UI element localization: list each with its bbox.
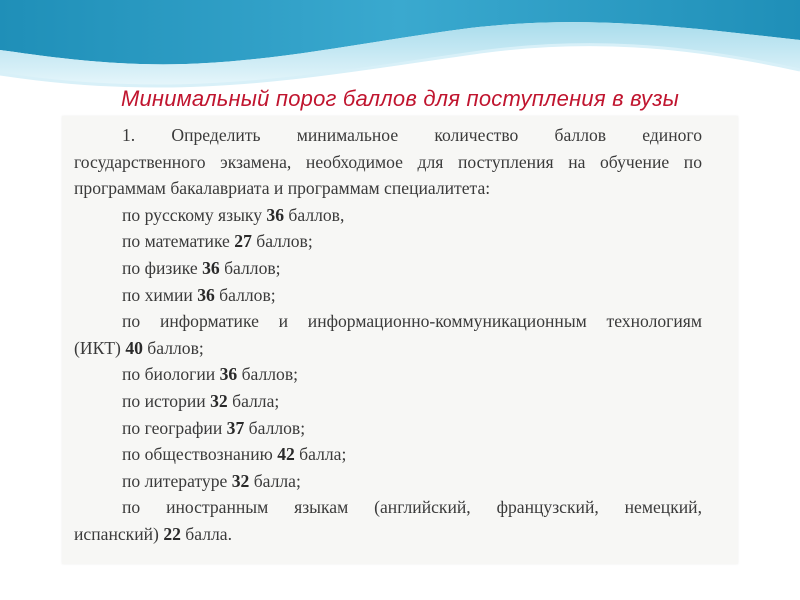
list-item-foreign-line-1: по иностранным языкам (английский, французский, немецкий, — [122, 497, 702, 518]
list-item-foreign-line-2: испанский) 22 балла. — [74, 523, 232, 544]
list-item-chemistry: по химии 36 баллов; — [122, 284, 276, 305]
document-scan — [62, 116, 738, 564]
list-item-geography: по географии 37 баллов; — [122, 417, 306, 438]
slide-title: Минимальный порог баллов для поступления в вузы — [120, 86, 680, 111]
list-item-physics: по физике 36 баллов; — [122, 257, 281, 278]
list-item-math: по математике 27 баллов; — [122, 231, 313, 252]
list-item-ikt-line-1: по информатике и информационно-коммуникационным технологиям — [122, 311, 702, 332]
list-item-history: по истории 32 балла; — [122, 390, 280, 411]
list-item-biology: по биологии 36 баллов; — [122, 364, 299, 385]
list-item-literature: по литературе 32 балла; — [122, 470, 301, 491]
intro-line-2: государственного экзамена, необходимое для поступления на обучение по — [74, 151, 702, 172]
list-item-ikt-line-2: (ИКТ) 40 баллов; — [74, 337, 204, 358]
list-item-social-studies: по обществознанию 42 балла; — [122, 444, 347, 465]
intro-line-1: 1. Определить минимальное количество баллов единого — [122, 125, 702, 145]
intro-line-3: программам бакалавриата и программам специалитета: — [74, 178, 491, 199]
list-item-russian: по русскому языку 36 баллов, — [122, 204, 345, 225]
document-text — [74, 122, 702, 548]
